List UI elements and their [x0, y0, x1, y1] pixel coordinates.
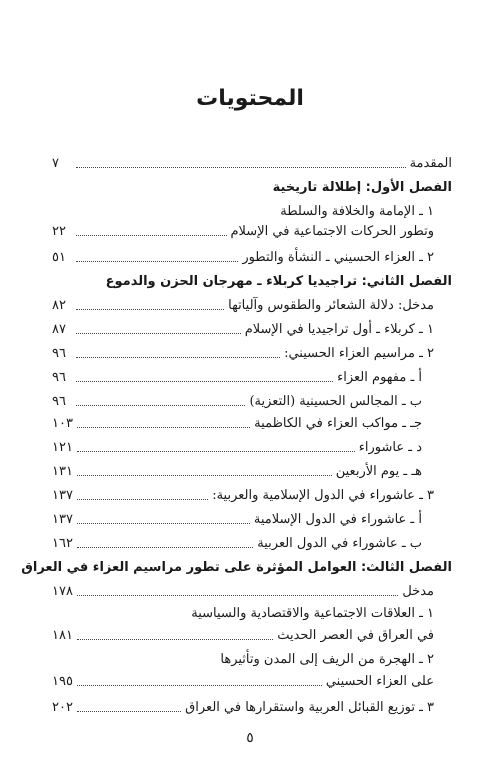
dot-leader: [77, 427, 250, 428]
toc-entry-title: مدخل: دلالة الشعائر والطقوس وآلياتها: [228, 298, 434, 313]
page-number: ٥: [246, 730, 254, 746]
toc-entry-page: ٧: [52, 156, 59, 171]
toc-entry-page: ٢٠٢: [52, 700, 73, 715]
toc-entry-page: ٩٦: [52, 346, 66, 361]
dot-leader: [77, 475, 332, 476]
toc-entry-page: ١٦٢: [52, 536, 73, 551]
toc-entry-page: ٨٢: [52, 298, 66, 313]
toc-entry-title: ٢ ـ مراسيم العزاء الحسيني:: [284, 346, 434, 361]
dot-leader: [77, 639, 273, 640]
toc-entry-page: ١٩٥: [52, 674, 73, 689]
toc-entry-title: ١ ـ كربلاء ـ أول تراجيديا في الإسلام: [244, 322, 434, 337]
dot-leader: [77, 451, 355, 452]
toc-entry-title: ١ ـ الإمامة والخلافة والسلطة: [280, 204, 434, 219]
toc-entry: [52, 600, 452, 622]
toc-entry-title: مدخل: [402, 584, 434, 599]
toc-entry-title: ٣ ـ عاشوراء في الدول الإسلامية والعربية:: [212, 488, 434, 503]
toc-entry: [52, 410, 452, 432]
dot-leader: [76, 235, 227, 236]
toc-entry-title: جـ ـ مواكب العزاء في الكاظمية: [254, 416, 422, 431]
toc-entry: [52, 668, 452, 690]
dot-leader: [76, 309, 224, 310]
toc-entry-title: ٢ ـ العزاء الحسيني ـ النشأة والتطور: [242, 250, 434, 265]
toc-entry: [52, 646, 452, 668]
toc-entry-title: وتطور الحركات الاجتماعية في الإسلام: [230, 224, 434, 239]
toc-entry: [52, 150, 452, 172]
toc-entry-page: ١٨١: [52, 628, 73, 643]
dot-leader: [76, 333, 241, 334]
toc-entry-title: هـ ـ يوم الأربعين: [335, 464, 422, 479]
toc-entry: [52, 340, 452, 362]
toc-entry-page: ٩٦: [52, 394, 66, 409]
toc-entry: [52, 622, 452, 644]
chapter-heading: [21, 554, 452, 576]
toc-entry-title: ب ـ المجالس الحسينية (التعزية): [249, 394, 422, 409]
toc-entry: [52, 364, 452, 386]
dot-leader: [77, 711, 181, 712]
toc-entry: [52, 578, 452, 600]
toc-entry-page: ١٧٨: [52, 584, 73, 599]
toc-entry: [52, 198, 452, 220]
toc-entry-title: أ ـ عاشوراء في الدول الإسلامية: [253, 512, 422, 527]
toc-entry: [52, 388, 452, 410]
dot-leader: [76, 167, 406, 168]
toc-entry-page: ٥١: [52, 250, 66, 265]
page-title: المحتويات: [196, 86, 304, 111]
toc-entry: [52, 458, 452, 480]
dot-leader: [77, 523, 250, 524]
toc-entry-title: ١ ـ العلاقات الاجتماعية والاقتصادية والسياسية: [191, 606, 434, 621]
dot-leader: [77, 547, 253, 548]
toc-entry-page: ٨٧: [52, 322, 66, 337]
chapter-heading: [52, 174, 452, 196]
toc-entry-page: ١٣٧: [52, 512, 73, 527]
toc-entry-page: ١٢١: [52, 440, 73, 455]
toc-entry: [52, 218, 452, 240]
toc-entry: [52, 434, 452, 456]
dot-leader: [76, 381, 333, 382]
dot-leader: [76, 405, 245, 406]
toc-entry-title: في العراق في العصر الحديث: [277, 628, 434, 643]
toc-entry: [52, 292, 452, 314]
toc-entry-title: ب ـ عاشوراء في الدول العربية: [257, 536, 422, 551]
toc-entry-title: الفصل الأول: إطلالة تاريخية: [272, 180, 452, 195]
chapter-heading: [52, 268, 452, 290]
dot-leader: [76, 261, 238, 262]
toc-entry-title: على العزاء الحسيني: [325, 674, 434, 689]
dot-leader: [76, 357, 280, 358]
toc-entry-page: ١٣٧: [52, 488, 73, 503]
toc-entry-title: المقدمة: [409, 156, 452, 171]
toc-entry-title: أ ـ مفهوم العزاء: [337, 370, 422, 385]
toc-entry: [52, 506, 452, 528]
dot-leader: [77, 685, 322, 686]
toc-entry-page: ٩٦: [52, 370, 66, 385]
toc-entry-page: ١٣١: [52, 464, 73, 479]
toc-entry-title: ٣ ـ توزيع القبائل العربية واستقرارها في العراق: [185, 700, 434, 715]
toc-entry-title: ٢ ـ الهجرة من الريف إلى المدن وتأثيرها: [220, 652, 434, 667]
toc-entry: [52, 316, 452, 338]
toc-entry: [52, 694, 452, 716]
toc-entry-title: د ـ عاشوراء: [358, 440, 422, 455]
dot-leader: [77, 595, 398, 596]
toc-entry-page: ١٠٣: [52, 416, 73, 431]
toc-entry-title: الفصل الثالث: العوامل المؤثرة على تطور مراسيم العزاء في العراق: [21, 560, 452, 575]
toc-entry: [52, 244, 452, 266]
toc-entry-page: ٢٢: [52, 224, 66, 239]
toc-entry-title: الفصل الثاني: تراجيديا كربلاء ـ مهرجان الحزن والدموع: [105, 274, 452, 289]
toc-entry: [52, 530, 452, 552]
dot-leader: [77, 499, 208, 500]
toc-entry: [52, 482, 452, 504]
